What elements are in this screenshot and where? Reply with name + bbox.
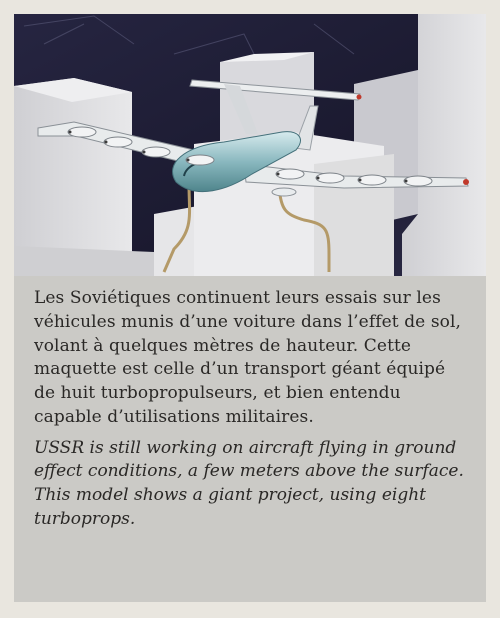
caption-french: Les Soviétiques continuent leurs essais sur les véhicules munis d’une voiture dans l’effet de sol, volant à quelques mètres de hauteur. Cette maquette est celle d’un transport géant équipé de huit turbopropulseurs, et bien entendu capable d’utilisations militaires.: [34, 288, 462, 427]
aircraft-model-illustration: [14, 14, 486, 276]
caption-english: USSR is still working on aircraft flying in ground effect conditions, a few meters above the surface. This model shows a giant project, using eight turboprops.: [34, 437, 464, 529]
aircraft-model-photo: [14, 14, 486, 276]
caption-box: [14, 276, 486, 602]
